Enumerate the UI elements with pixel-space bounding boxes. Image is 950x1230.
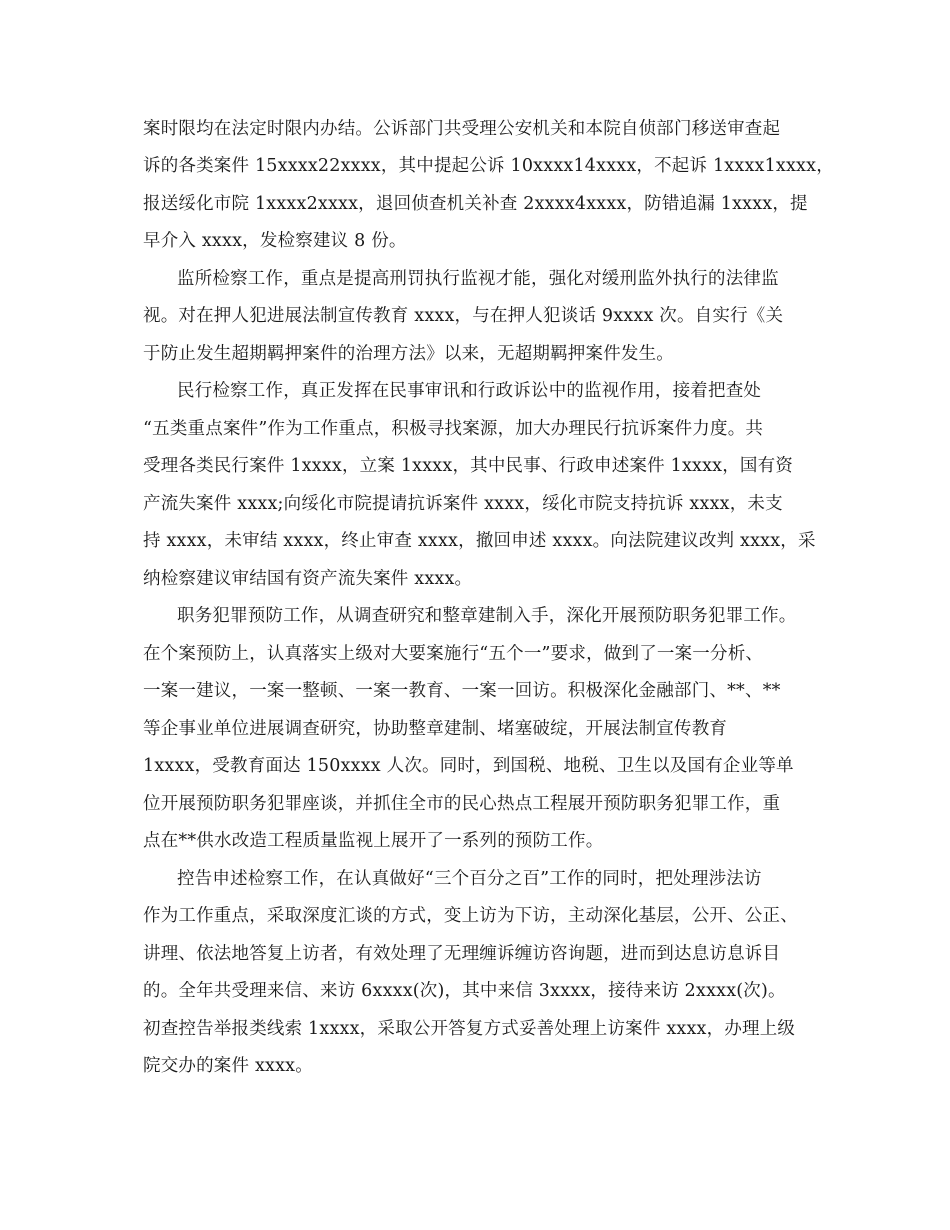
text-line: 讲理、依法地答复上访者，有效处理了无理缠诉缠访咨询题，进而到达息访息诉目 xyxy=(143,944,781,964)
text-line: 初查控告举报类线索 1xxxx，采取公开答复方式妥善处理上访案件 xxxx，办理上级 xyxy=(143,1019,796,1039)
text-line: 持 xxxx，未审结 xxxx，终止审查 xxxx，撤回申述 xxxx。向法院建议改判 xxxx，采 xyxy=(143,531,816,551)
text-line: 案时限均在法定时限内办结。公诉部门共受理公安机关和本院自侦部门移送审查起 xyxy=(143,119,781,139)
text-line: 作为工作重点，采取深度汇谈的方式，变上访为下访，主动深化基层，公开、公正、 xyxy=(143,906,798,926)
text-line: 1xxxx，受教育面达 150xxxx 人次。同时，到国税、地税、卫生以及国有企业等单 xyxy=(143,756,794,776)
text-line: 受理各类民行案件 1xxxx，立案 1xxxx，其中民事、行政申述案件 1xxxx，国有资 xyxy=(143,456,794,476)
text-line: 职务犯罪预防工作，从调查研究和整章建制入手，深化开展预防职务犯罪工作。 xyxy=(177,606,797,626)
text-line: 产流失案件 xxxx;向绥化市院提请抗诉案件 xxxx，绥化市院支持抗诉 xxxx，未支 xyxy=(143,494,783,514)
text-line: 报送绥化市院 1xxxx2xxxx，退回侦查机关补查 2xxxx4xxxx，防错追漏 1xxxx，提 xyxy=(143,194,808,214)
text-line: 一案一建议，一案一整顿、一案一教育、一案一回访。积极深化金融部门、**、** xyxy=(143,681,781,701)
text-line: 诉的各类案件 15xxxx22xxxx，其中提起公诉 10xxxx14xxxx，不起诉 1xxxx1xxxx， xyxy=(143,156,834,176)
text-line: 院交办的案件 xxxx。 xyxy=(143,1056,313,1076)
text-line: 位开展预防职务犯罪座谈，并抓住全市的民心热点工程展开预防职务犯罪工作，重 xyxy=(143,794,781,814)
text-line: 早介入 xxxx，发检察建议 8 份。 xyxy=(143,231,407,251)
text-line: 于防止发生超期羁押案件的治理方法》以来，无超期羁押案件发生。 xyxy=(143,344,674,364)
text-line: 在个案预防上，认真落实上级对大要案施行“五个一”要求，做到了一案一分析、 xyxy=(143,644,764,664)
text-line: “五类重点案件”作为工作重点，积极寻找案源，加大办理民行抗诉案件力度。共 xyxy=(143,419,764,439)
text-line: 点在**供水改造工程质量监视上展开了一系列的预防工作。 xyxy=(143,831,604,851)
text-line: 纳检察建议审结国有资产流失案件 xxxx。 xyxy=(143,569,473,589)
text-line: 视。对在押人犯进展法制宣传教育 xxxx，与在押人犯谈话 9xxxx 次。自实行《关 xyxy=(143,306,784,326)
text-line: 等企事业单位进展调查研究，协助整章建制、堵塞破绽，开展法制宣传教育 xyxy=(143,719,728,739)
text-line: 民行检察工作，真正发挥在民事审讯和行政诉讼中的监视作用，接着把查处 xyxy=(177,381,762,401)
text-line: 的。全年共受理来信、来访 6xxxx(次)，其中来信 3xxxx，接待来访 2xxxx(次)。 xyxy=(143,981,786,1001)
text-line: 监所检察工作，重点是提高刑罚执行监视才能，强化对缓刑监外执行的法律监 xyxy=(177,269,779,289)
text-line: 控告申述检察工作，在认真做好“三个百分之百”工作的同时，把处理涉法访 xyxy=(177,869,762,889)
